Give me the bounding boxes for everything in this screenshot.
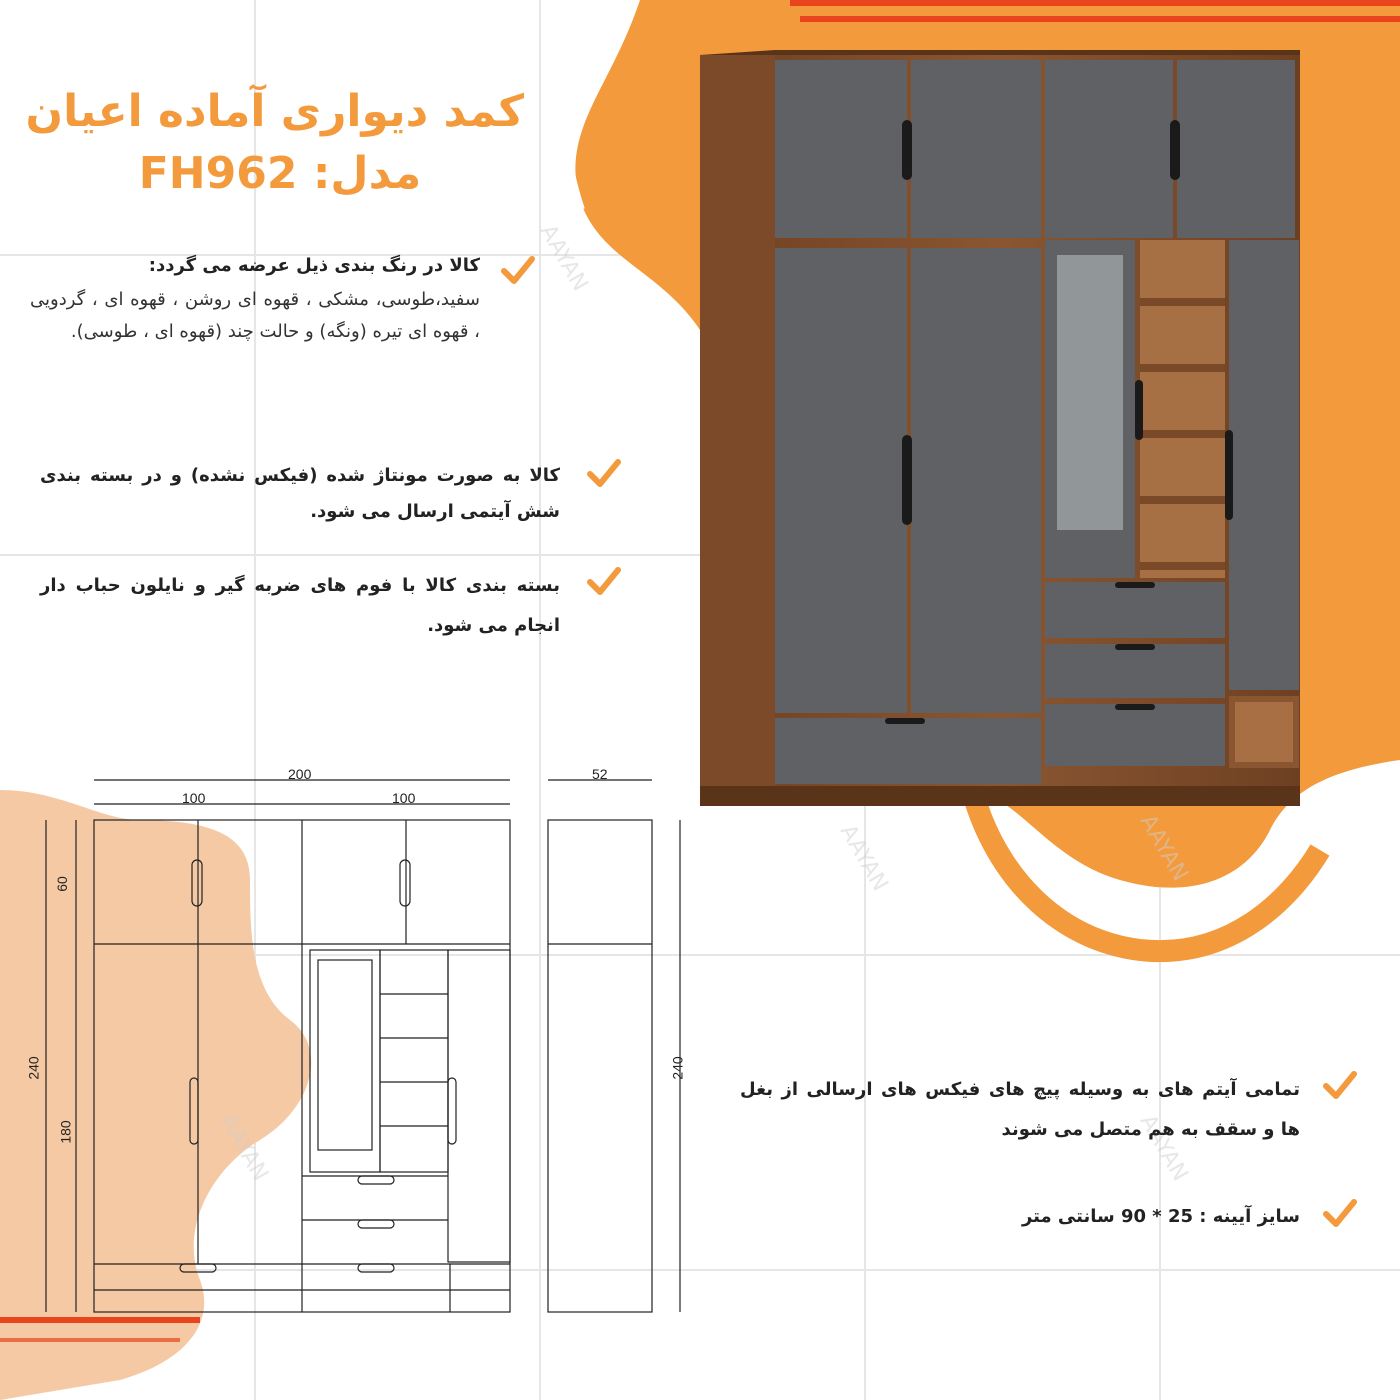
dim-depth: 52 — [592, 766, 608, 782]
dim-side-height: 240 — [669, 1056, 686, 1080]
check-icon — [500, 255, 536, 287]
feature-packaging-text: بسته بندی کالا با فوم های ضربه گیر و نایلون حباب دار انجام می شود. — [40, 575, 560, 636]
feature-colors-head: کالا در رنگ بندی ذیل عرضه می گردد: — [148, 255, 480, 276]
feature-screws-text: تمامی آیتم های به وسیله پیچ های فیکس های ارسالی از بغل ها و سقف به هم متصل می شوند — [740, 1079, 1300, 1140]
svg-text:AAYAN: AAYAN — [1134, 1110, 1193, 1186]
page-title: کمد دیواری آماده اعیان — [25, 86, 524, 137]
svg-text:AAYAN: AAYAN — [1134, 810, 1193, 886]
check-icon — [586, 566, 622, 598]
dim-total-height: 240 — [25, 1056, 42, 1080]
feature-mirror-text: سایز آیینه : 25 * 90 سانتی متر — [1021, 1206, 1300, 1227]
svg-text:AAYAN: AAYAN — [534, 220, 593, 296]
wardrobe-product-image — [695, 50, 1305, 810]
model-label: مدل: — [312, 148, 422, 199]
dim-lower-height: 180 — [57, 1120, 74, 1144]
check-icon — [1322, 1070, 1358, 1102]
svg-text:AAYAN: AAYAN — [834, 820, 893, 896]
feature-assembly-text: کالا به صورت مونتاژ شده (فیکس نشده) و در بسته بندی شش آیتمی ارسال می شود. — [40, 465, 560, 522]
feature-colors — [30, 255, 480, 348]
feature-mirror — [940, 1206, 1300, 1227]
feature-packaging — [40, 566, 560, 646]
feature-screws — [740, 1070, 1300, 1150]
dim-half-width-left: 100 — [182, 790, 206, 806]
feature-assembly — [40, 458, 560, 530]
technical-drawing — [20, 760, 700, 1360]
dim-top-height: 60 — [53, 876, 70, 892]
svg-text:AAYAN: AAYAN — [214, 1110, 273, 1186]
check-icon — [586, 458, 622, 490]
check-icon — [1322, 1198, 1358, 1230]
model-title — [130, 148, 430, 199]
dim-half-width-right: 100 — [392, 790, 416, 806]
feature-colors-body: سفید،طوسی، مشکی ، قهوه ای روشن ، قهوه ای ، گردویی ، قهوه ای تیره (ونگه) و حالت چند (قهوه ای ، طوسی). — [30, 289, 480, 342]
model-code: FH962 — [138, 148, 298, 199]
dim-total-width: 200 — [288, 766, 312, 782]
